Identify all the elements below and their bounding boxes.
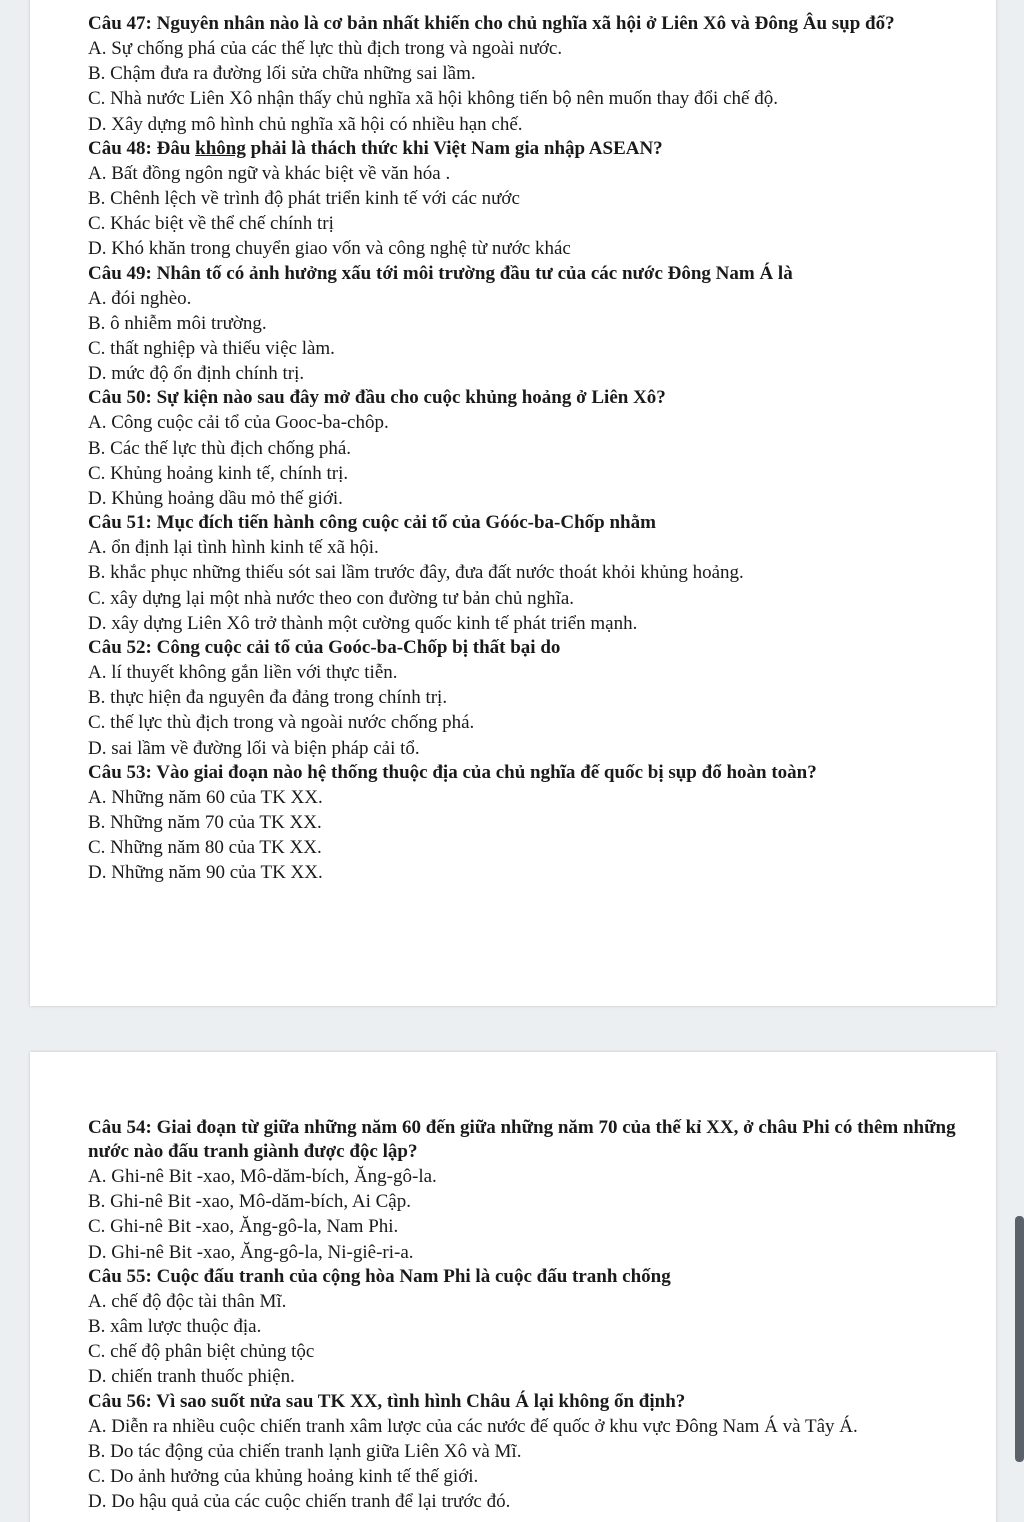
question-51-option-b: B. khắc phục những thiếu sót sai lầm trước đây, đưa đất nước thoát khỏi khủng hoảng. — [88, 562, 744, 584]
question-53-title: Câu 53: Vào giai đoạn nào hệ thống thuộc địa của chủ nghĩa đế quốc bị sụp đổ hoàn toàn? — [88, 761, 817, 783]
question-53-option-d: D. Những năm 90 của TK XX. — [88, 862, 323, 884]
question-51-option-c: C. xây dựng lại một nhà nước theo con đường tư bản chủ nghĩa. — [88, 587, 575, 609]
question-56-option-b: B. Do tác động của chiến tranh lạnh giữa Liên Xô và Mĩ. — [88, 1440, 522, 1462]
question-52-title: Câu 52: Công cuộc cải tổ của Goóc-ba-Chốp bị thất bại do — [88, 637, 561, 659]
page-1-content — [88, 12, 993, 886]
question-55-option-c: C. chế độ phân biệt chủng tộc — [88, 1341, 315, 1363]
question-47-option-b: B. Chậm đưa ra đường lối sửa chữa những sai lầm. — [88, 63, 476, 85]
question-49-option-b: B. ô nhiễm môi trường. — [88, 312, 267, 334]
question-51-option-d: D. xây dựng Liên Xô trở thành một cường quốc kinh tế phát triển mạnh. — [88, 612, 638, 634]
question-55-option-a: A. chế độ độc tài thân Mĩ. — [88, 1290, 287, 1312]
question-48-title-end: phải là thách thức khi Việt Nam gia nhập ASEAN? — [245, 137, 663, 159]
question-47-option-d: D. Xây dựng mô hình chủ nghĩa xã hội có nhiều hạn chế. — [88, 113, 523, 135]
question-54-option-c: C. Ghi-nê Bit -xao, Ăng-gô-la, Nam Phi. — [88, 1216, 399, 1238]
question-48-option-a: A. Bất đồng ngôn ngữ và khác biệt về văn hóa . — [88, 162, 451, 184]
question-52-option-b: B. thực hiện đa nguyên đa đảng trong chính trị. — [88, 687, 448, 709]
page-2-content — [88, 1116, 993, 1514]
question-47-title: Câu 47: Nguyên nhân nào là cơ bản nhất khiến cho chủ nghĩa xã hội ở Liên Xô và Đông Âu sụp đổ? — [88, 13, 895, 34]
question-50-option-c: C. Khủng hoảng kinh tế, chính trị. — [88, 462, 349, 484]
question-54-option-b: B. Ghi-nê Bit -xao, Mô-dăm-bích, Ai Cập. — [88, 1191, 411, 1213]
question-48-option-d: D. Khó khăn trong chuyển giao vốn và công nghệ từ nước khác — [88, 238, 571, 260]
question-49-option-a: A. đói nghèo. — [88, 287, 192, 309]
question-47-option-a: A. Sự chống phá của các thế lực thù địch trong và ngoài nước. — [88, 38, 563, 59]
question-48-option-b: B. Chênh lệch về trình độ phát triển kinh tế với các nước — [88, 188, 520, 210]
question-48-title — [88, 137, 993, 161]
question-55-title: Câu 55: Cuộc đấu tranh của cộng hòa Nam Phi là cuộc đấu tranh chống — [88, 1265, 671, 1287]
question-48-title-start: Câu 48: Đâu — [88, 137, 196, 159]
question-51-title: Câu 51: Mục đích tiến hành công cuộc cải tổ của Góóc-ba-Chốp nhằm — [88, 512, 656, 534]
question-50-option-b: B. Các thế lực thù địch chống phá. — [88, 437, 352, 459]
question-54-option-d: D. Ghi-nê Bit -xao, Ăng-gô-la, Ni-giê-ri-a. — [88, 1241, 414, 1263]
question-53-option-c: C. Những năm 80 của TK XX. — [88, 837, 322, 859]
question-50-option-d: D. Khủng hoảng dầu mỏ thế giới. — [88, 488, 343, 510]
question-50-option-a: A. Công cuộc cải tổ của Gooc-ba-chôp. — [88, 412, 389, 434]
question-47-option-c: C. Nhà nước Liên Xô nhận thấy chủ nghĩa xã hội không tiến bộ nên muốn thay đổi chế độ. — [88, 88, 778, 110]
question-52-option-c: C. thế lực thù địch trong và ngoài nước chống phá. — [88, 712, 475, 734]
question-49-option-c: C. thất nghiệp và thiếu việc làm. — [88, 338, 335, 360]
question-56-option-a: A. Diễn ra nhiều cuộc chiến tranh xâm lược của các nước đế quốc ở khu vực Đông Nam Á và Tây Á. — [88, 1415, 858, 1437]
question-56-option-d: D. Do hậu quả của các cuộc chiến tranh để lại trước đó. — [88, 1491, 511, 1513]
question-53-option-a: A. Những năm 60 của TK XX. — [88, 786, 323, 808]
question-52-option-a: A. lí thuyết không gắn liền với thực tiễn. — [88, 662, 398, 684]
question-48-title-underlined: không — [195, 137, 246, 159]
question-53-option-b: B. Những năm 70 của TK XX. — [88, 812, 322, 834]
question-55-option-b: B. xâm lược thuộc địa. — [88, 1316, 262, 1338]
document-page-1 — [30, 0, 996, 1006]
question-49-title: Câu 49: Nhân tố có ảnh hưởng xấu tới môi trường đầu tư của các nước Đông Nam Á là — [88, 262, 793, 284]
question-56-title: Câu 56: Vì sao suốt nửa sau TK XX, tình hình Châu Á lại không ổn định? — [88, 1390, 686, 1412]
question-48-option-c: C. Khác biệt về thể chế chính trị — [88, 213, 334, 235]
question-50-title: Câu 50: Sự kiện nào sau đây mở đầu cho cuộc khủng hoảng ở Liên Xô? — [88, 387, 666, 409]
vertical-scrollbar-thumb[interactable] — [1015, 1216, 1024, 1462]
document-page-2 — [30, 1052, 996, 1522]
question-54-title: Câu 54: Giai đoạn từ giữa những năm 60 đến giữa những năm 70 của thế kỉ XX, ở châu Phi có thêm những nước nào đấu tranh giành được độc lập? — [88, 1117, 956, 1162]
question-56-option-c: C. Do ảnh hưởng của khủng hoảng kinh tế thế giới. — [88, 1466, 479, 1488]
question-54-option-a: A. Ghi-nê Bit -xao, Mô-dăm-bích, Ăng-gô-la. — [88, 1166, 437, 1187]
question-55-option-d: D. chiến tranh thuốc phiện. — [88, 1366, 295, 1388]
question-51-option-a: A. ổn định lại tình hình kinh tế xã hội. — [88, 537, 379, 559]
question-52-option-d: D. sai lầm về đường lối và biện pháp cải tổ. — [88, 737, 420, 759]
question-49-option-d: D. mức độ ổn định chính trị. — [88, 363, 305, 385]
